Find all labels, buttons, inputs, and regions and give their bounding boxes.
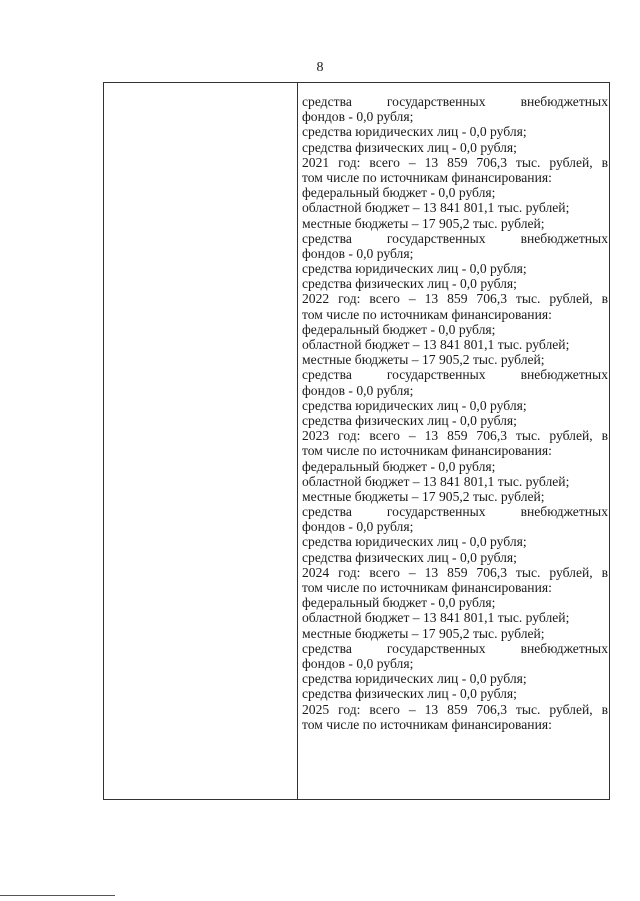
text-line: фондов - 0,0 рубля; bbox=[302, 382, 414, 398]
text-line: областной бюджет – 13 841 801,1 тыс. рублей; bbox=[302, 337, 570, 352]
text-line: средства физических лиц - 0,0 рубля; bbox=[302, 412, 517, 428]
text-line: том числе по источникам финансирования: bbox=[302, 716, 552, 732]
table-right-column bbox=[302, 94, 608, 732]
text-line: федеральный бюджет - 0,0 рубля; bbox=[302, 595, 496, 611]
text-line: средства юридических лиц - 0,0 рубля; bbox=[302, 397, 527, 413]
text-line: средства государственных внебюджетных bbox=[302, 367, 608, 383]
text-line: местные бюджеты – 17 905,2 тыс. рублей; bbox=[302, 625, 545, 641]
text-line: фондов - 0,0 рубля; bbox=[302, 109, 414, 125]
text-line: средства государственных внебюджетных bbox=[302, 94, 608, 109]
text-line: средства физических лиц - 0,0 рубля; bbox=[302, 549, 517, 565]
text-line: средства государственных внебюджетных bbox=[302, 504, 608, 520]
text-line: том числе по источникам финансирования: bbox=[302, 169, 552, 185]
text-line: 2023 год: всего – 13 859 706,3 тыс. рублей, в bbox=[302, 428, 608, 444]
text-line: средства государственных внебюджетных bbox=[302, 230, 608, 246]
text-line: федеральный бюджет - 0,0 рубля; bbox=[302, 321, 496, 337]
text-line: местные бюджеты – 17 905,2 тыс. рублей; bbox=[302, 215, 545, 231]
text-line: средства государственных внебюджетных bbox=[302, 640, 608, 656]
text-line: том числе по источникам финансирования: bbox=[302, 443, 552, 459]
text-line: средства юридических лиц - 0,0 рубля; bbox=[302, 534, 527, 550]
page-number: 8 bbox=[316, 60, 324, 75]
footer-rule bbox=[0, 895, 115, 896]
text-line: фондов - 0,0 рубля; bbox=[302, 655, 414, 671]
text-line: 2025 год: всего – 13 859 706,3 тыс. рублей, в bbox=[302, 701, 608, 717]
text-line: том числе по источникам финансирования: bbox=[302, 306, 552, 322]
text-line: федеральный бюджет - 0,0 рубля; bbox=[302, 185, 496, 201]
text-line: федеральный бюджет - 0,0 рубля; bbox=[302, 458, 496, 474]
text-line: областной бюджет – 13 841 801,1 тыс. рублей; bbox=[302, 610, 570, 626]
text-line: местные бюджеты – 17 905,2 тыс. рублей; bbox=[302, 488, 545, 504]
text-line: фондов - 0,0 рубля; bbox=[302, 519, 414, 535]
text-line: средства юридических лиц - 0,0 рубля; bbox=[302, 261, 527, 277]
text-line: средства юридических лиц - 0,0 рубля; bbox=[302, 124, 527, 140]
text-line: местные бюджеты – 17 905,2 тыс. рублей; bbox=[302, 352, 545, 368]
text-line: средства физических лиц - 0,0 рубля; bbox=[302, 276, 517, 292]
text-line: областной бюджет – 13 841 801,1 тыс. рублей; bbox=[302, 200, 570, 216]
text-line: средства физических лиц - 0,0 рубля; bbox=[302, 686, 517, 702]
text-line: 2021 год: всего – 13 859 706,3 тыс. рублей, в bbox=[302, 154, 608, 170]
text-line: средства физических лиц - 0,0 рубля; bbox=[302, 139, 517, 155]
text-line: областной бюджет – 13 841 801,1 тыс. рублей; bbox=[302, 473, 570, 489]
text-line: 2024 год: всего – 13 859 706,3 тыс. рублей, в bbox=[302, 564, 608, 580]
text-line: том числе по источникам финансирования: bbox=[302, 580, 552, 595]
text-line: 2022 год: всего – 13 859 706,3 тыс. рублей, в bbox=[302, 291, 608, 307]
passport-table bbox=[103, 82, 610, 800]
table-left-column bbox=[104, 83, 298, 799]
text-line: средства юридических лиц - 0,0 рубля; bbox=[302, 671, 527, 687]
text-line: фондов - 0,0 рубля; bbox=[302, 245, 414, 261]
